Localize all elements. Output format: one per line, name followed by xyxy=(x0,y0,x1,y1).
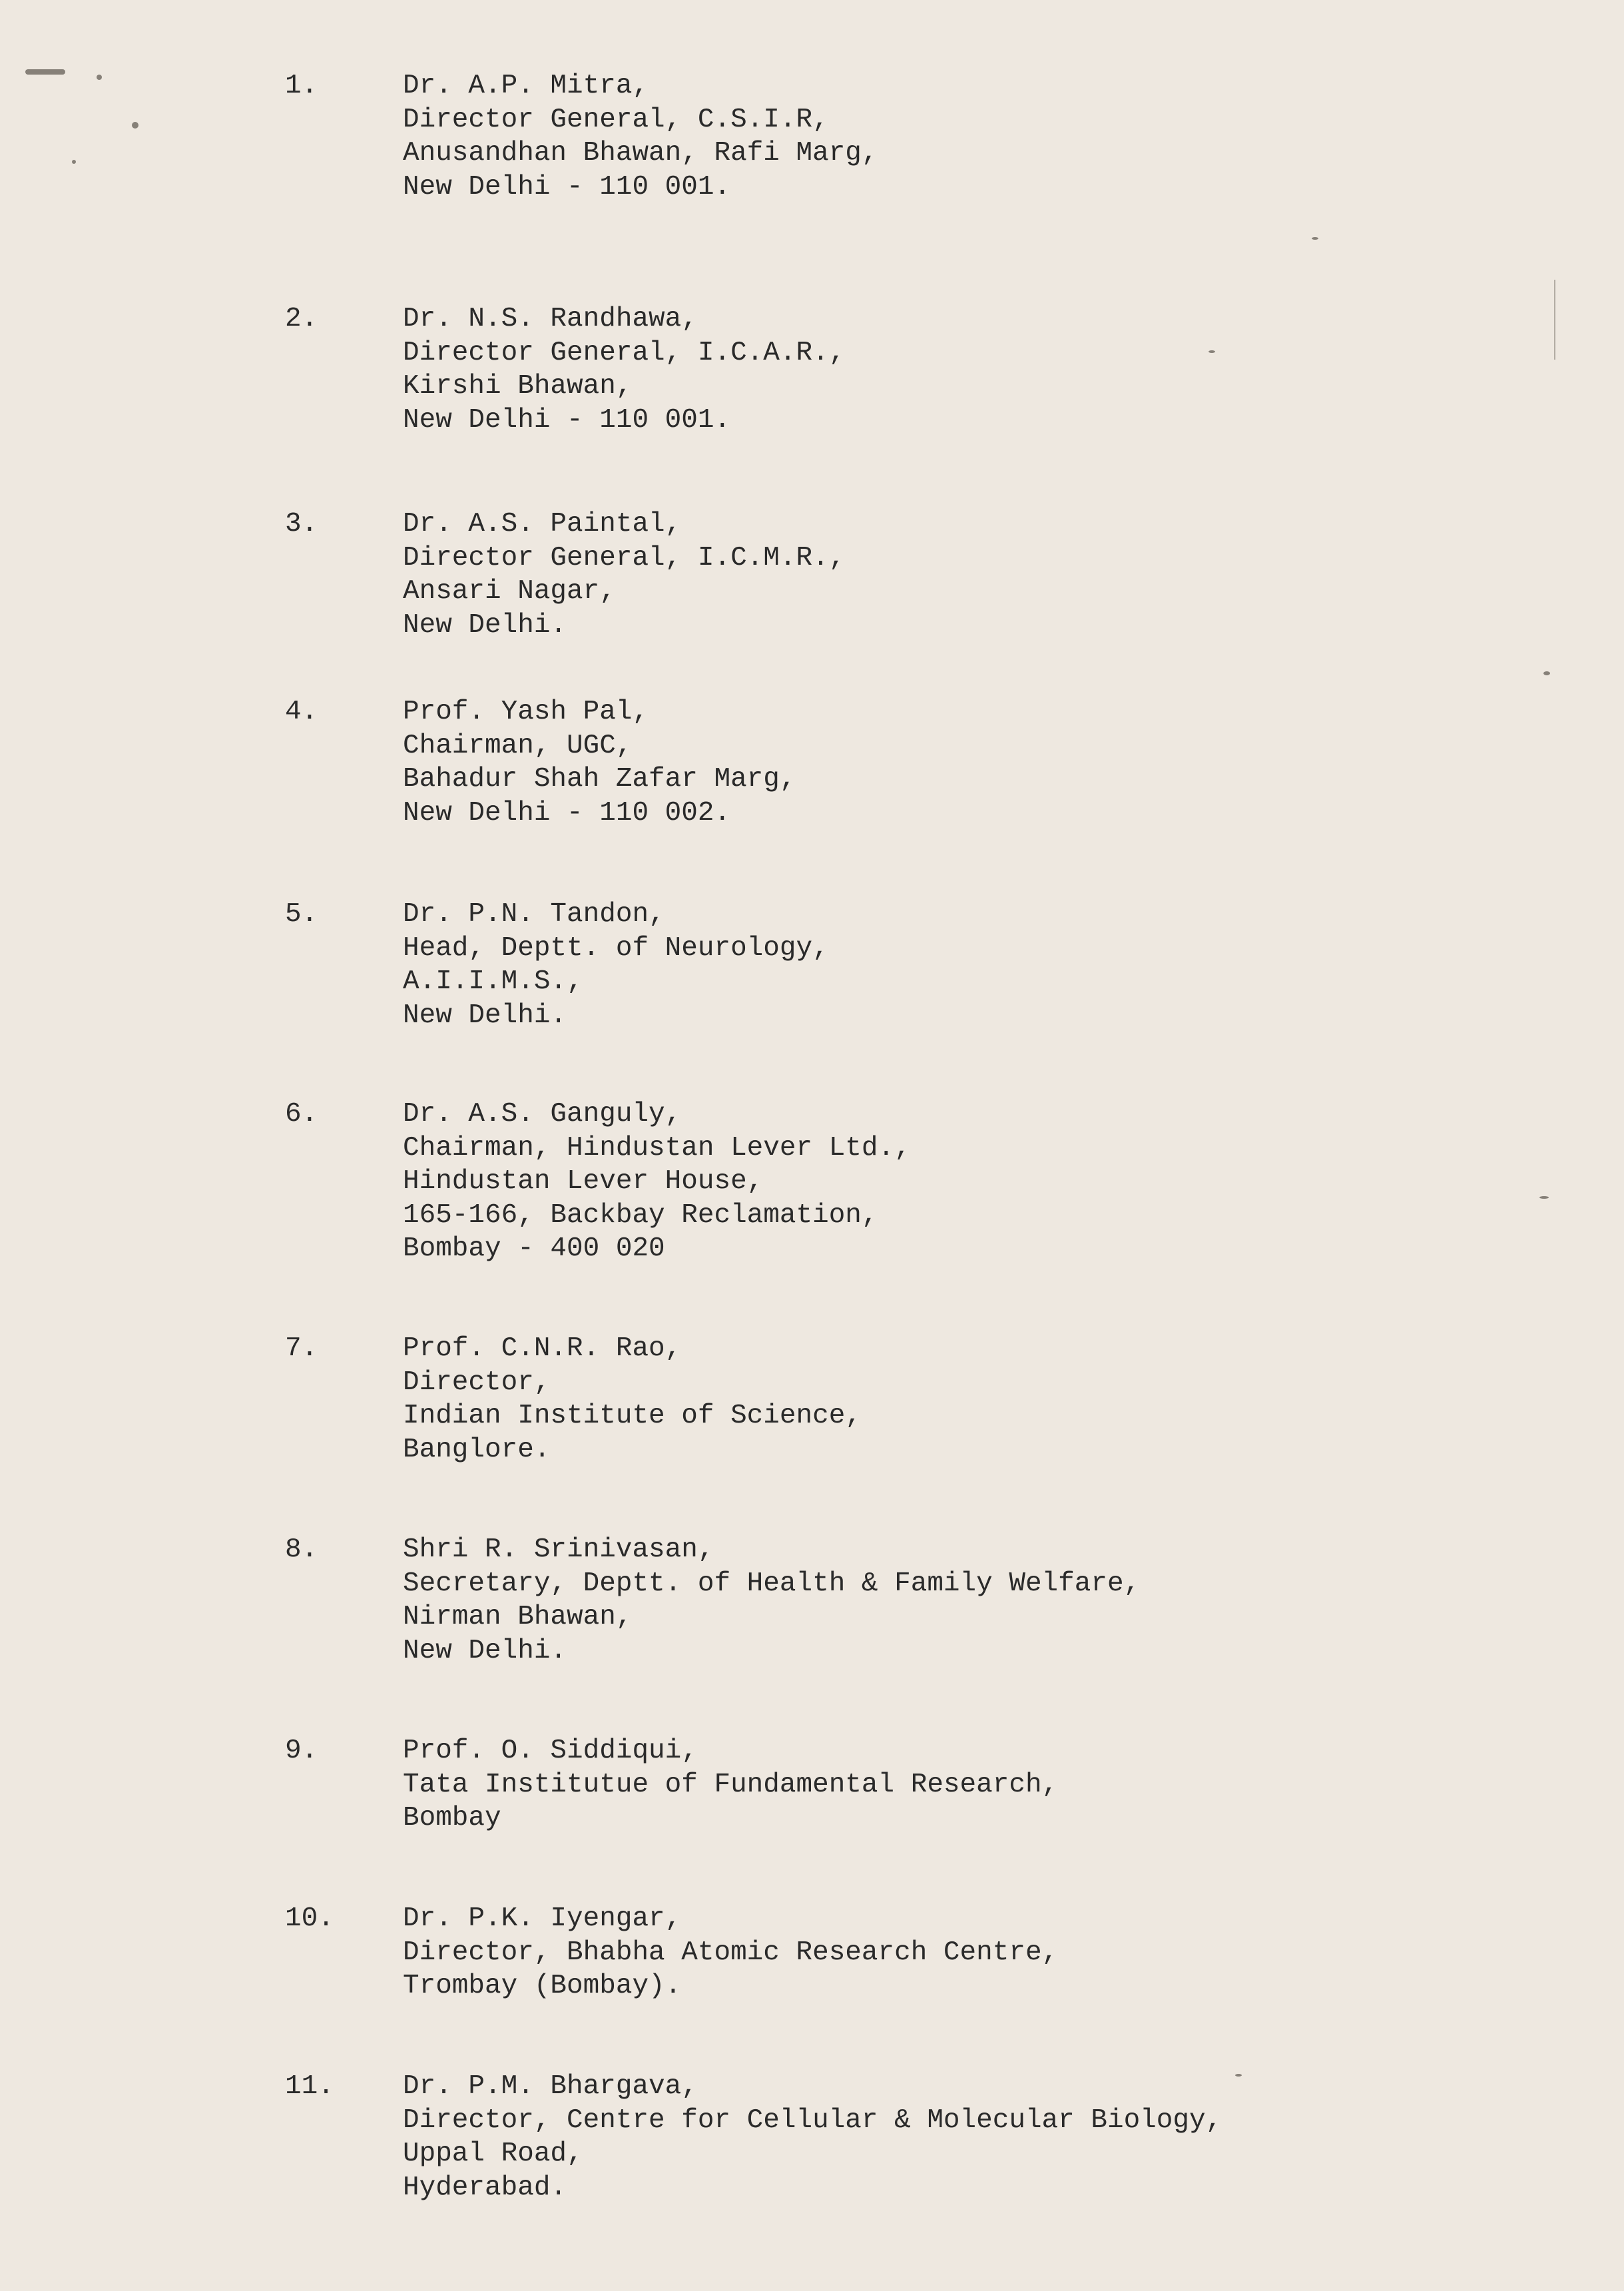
entry-number: 1. xyxy=(285,71,318,101)
entry-number: 6. xyxy=(285,1099,318,1130)
entry-name: Dr. A.S. Ganguly, xyxy=(403,1099,682,1130)
entry-title: Director, Bhabha Atomic Research Centre, xyxy=(403,1937,1059,1968)
entry-city: New Delhi. xyxy=(403,1000,567,1031)
entry-name: Dr. A.P. Mitra, xyxy=(403,71,649,101)
entry-name: Dr. P.N. Tandon, xyxy=(403,899,665,930)
entry-title: Chairman, Hindustan Lever Ltd., xyxy=(403,1132,911,1163)
entry-title: Director General, I.C.M.R., xyxy=(403,542,846,573)
entry-address-line: Bahadur Shah Zafar Marg, xyxy=(403,764,796,795)
entry-title: Chairman, UGC, xyxy=(403,730,633,761)
entry-city: New Delhi. xyxy=(403,1635,567,1666)
paper-speck xyxy=(1209,350,1215,353)
entry-name: Prof. Yash Pal, xyxy=(403,697,649,727)
entry-city: New Delhi - 110 001. xyxy=(403,404,731,436)
entry-address-line: Nirman Bhawan, xyxy=(403,1602,633,1632)
entry-number: 8. xyxy=(285,1534,318,1565)
entry-title: Director, Centre for Cellular & Molecular Biology, xyxy=(403,2105,1222,2136)
paper-speck xyxy=(25,69,65,75)
entry-city: Banglore. xyxy=(403,1434,551,1465)
entry-address-line: Hindustan Lever House, xyxy=(403,1166,764,1197)
paper-fold-mark xyxy=(1554,280,1555,360)
entry-number: 3. xyxy=(285,509,318,539)
paper-speck xyxy=(132,122,138,129)
entry-address-line: Ansari Nagar, xyxy=(403,576,616,607)
entry-title: Director, xyxy=(403,1367,551,1398)
address-lines xyxy=(403,695,796,830)
entry-number: 10. xyxy=(285,1903,334,1934)
entry-city: New Delhi. xyxy=(403,609,567,641)
address-lines xyxy=(403,507,845,642)
address-lines xyxy=(403,69,878,204)
entry-address-line: Indian Institute of Science, xyxy=(403,1401,862,1431)
entry-city: New Delhi - 110 002. xyxy=(403,797,731,828)
paper-speck xyxy=(1312,237,1318,240)
address-lines xyxy=(403,1734,1058,1835)
entry-number: 4. xyxy=(285,697,318,727)
entry-title: Director General, I.C.A.R., xyxy=(403,337,846,368)
entry-name: Dr. A.S. Paintal, xyxy=(403,509,682,539)
entry-title: Director General, C.S.I.R, xyxy=(403,104,829,135)
address-lines xyxy=(403,302,845,437)
entry-number: 2. xyxy=(285,304,318,334)
address-lines xyxy=(403,1098,911,1266)
entry-name: Dr. P.M. Bhargava, xyxy=(403,2071,698,2102)
entry-city: Hyderabad. xyxy=(403,2172,567,2203)
paper-speck xyxy=(97,75,102,80)
entry-name: Prof. O. Siddiqui, xyxy=(403,1736,698,1766)
entry-city: New Delhi - 110 001. xyxy=(403,171,731,202)
paper-speck xyxy=(1543,671,1550,675)
entry-city: Bombay - 400 020 xyxy=(403,1233,665,1264)
address-lines xyxy=(403,1533,1140,1668)
paper-speck xyxy=(1235,2074,1242,2077)
address-lines xyxy=(403,1332,862,1467)
entry-number: 5. xyxy=(285,899,318,930)
entry-address-line: Kirshi Bhawan, xyxy=(403,371,633,402)
entry-address-line: Anusandhan Bhawan, Rafi Marg, xyxy=(403,138,878,168)
entry-title: Head, Deptt. of Neurology, xyxy=(403,932,829,964)
entry-number: 9. xyxy=(285,1736,318,1766)
paper-speck xyxy=(72,160,76,164)
entry-city: Trombay (Bombay). xyxy=(403,1971,682,2001)
entry-address-line: 165-166, Backbay Reclamation, xyxy=(403,1199,878,1231)
entry-number: 7. xyxy=(285,1333,318,1364)
entry-city: Bombay xyxy=(403,1803,501,1833)
entry-name: Shri R. Srinivasan, xyxy=(403,1534,714,1565)
address-lines xyxy=(403,898,829,1032)
address-lines xyxy=(403,1902,1058,2003)
entry-name: Dr. P.K. Iyengar, xyxy=(403,1903,682,1934)
entry-address-line: Uppal Road, xyxy=(403,2138,583,2169)
paper-speck xyxy=(1539,1196,1549,1199)
address-lines xyxy=(403,2070,1222,2204)
entry-title: Tata Institutue of Fundamental Research, xyxy=(403,1769,1059,1800)
entry-address-line: A.I.I.M.S., xyxy=(403,966,583,997)
entry-name: Prof. C.N.R. Rao, xyxy=(403,1333,682,1364)
entry-name: Dr. N.S. Randhawa, xyxy=(403,304,698,334)
entry-number: 11. xyxy=(285,2071,334,2102)
entry-title: Secretary, Deptt. of Health & Family Welfare, xyxy=(403,1568,1141,1599)
